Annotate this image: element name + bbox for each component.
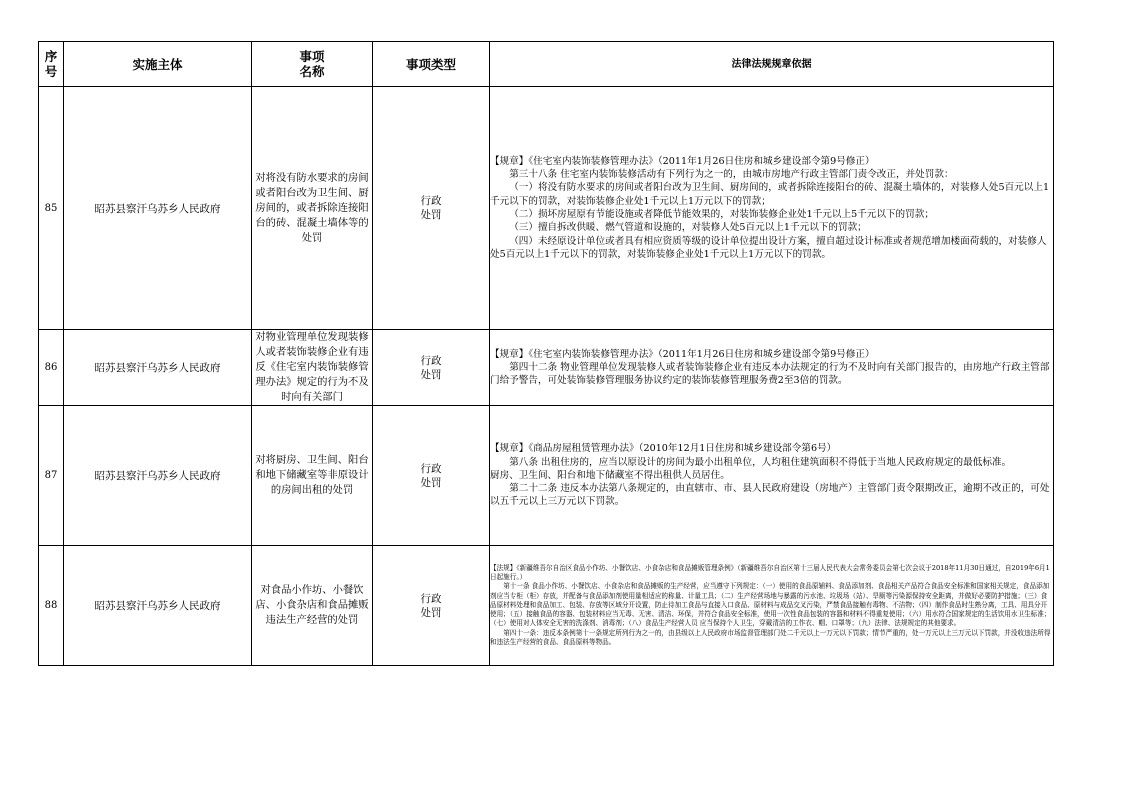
row-type-text: 行政 处罚 (420, 462, 442, 489)
table-row (39, 406, 1054, 546)
row-entity: 昭苏县察汗乌苏乡人民政府 (64, 330, 252, 406)
row-number: 88 (39, 546, 64, 666)
row-legal-basis (490, 330, 1054, 406)
row-item-name: 对物业管理单位发现装修人或者装饰装修企业有违反《住宅室内装饰装修管理办法》规定的行为不及时向有关部门 (252, 330, 373, 406)
basis-paragraph: （四）未经原设计单位或者具有相应资质等级的设计单位提出设计方案，擅自超过设计标准或者规范增加楼面荷载的，对装修人处5百元以上1千元以下的罚款，对装饰装修企业处1千元以上1万元以下的罚款。 (490, 235, 1047, 260)
row-legal-basis (490, 546, 1054, 666)
row-item-type (373, 406, 490, 546)
basis-paragraph: 第二十二条 违反本办法第八条规定的，由直辖市、市、县人民政府建设（房地产）主管部门责令限期改正，逾期不改正的，可处以五千元以上三万元以下罚款。 (490, 483, 1050, 508)
header-no (39, 42, 64, 87)
header-no-label: 序 号 (44, 49, 58, 79)
header-row (39, 42, 1054, 87)
row-item-type (373, 87, 490, 330)
row-legal-basis (490, 87, 1054, 330)
table-row (39, 330, 1054, 406)
basis-paragraph: 第三十八条 住宅室内装饰装修活动有下列行为之一的，由城市房地产行政主管部门责令改正，并处罚款： (509, 169, 954, 181)
row-number: 86 (39, 330, 64, 406)
table-row (39, 87, 1054, 330)
basis-paragraph: 第十一条 食品小作坊、小餐饮店、小食杂店和食品摊贩的生产经营，应当遵守下列规定：（一）使用的食品原辅料、食品添加剂、食品相关产品符合食品安全标准和国家相关规定，食品添加剂应当专柜（柜）存放，并配备与食品添加剂使用量相适应的称量、计量工具；（二）生产经营场地与暴露的污水池、垃圾场（站）、旱厕等污染源保持安全距离，并做好必要防护措施；（三）食品原材料处理和食品加工、包装、存放等区域分开设置，防止待加工食品与直接入口食品、原材料与成品交叉污染，严禁食品接触有毒物、不洁物；（四）制作食品时生熟分离，工具、用具分开使用；（五）接触食品的容器、包装材料应当无毒、无害、清洁、环保，并符合食品安全标准，使用一次性食品包装的容器和材料不得重复使用；（六）用水符合国家规定的生活饮用水卫生标准；（七）使用对人体安全无害的洗涤剂、消毒剂；（八）食品生产经营人员 应当保持个人卫生，穿戴清洁的工作衣、帽、口罩等；（九）法律、法规规定的其他要求。 (490, 582, 1051, 628)
table-row (39, 546, 1054, 666)
header-entity: 实施主体 (64, 42, 252, 87)
row-number: 87 (39, 406, 64, 546)
header-basis: 法律法规规章依据 (490, 42, 1054, 87)
row-item-type (373, 330, 490, 406)
basis-paragraph: 第八条 出租住房的，应当以原设计的房间为最小出租单位，人均租住建筑面积不得低于当地人民政府规定的最低标准。 (509, 456, 1012, 468)
row-number: 85 (39, 87, 64, 330)
header-item-label: 事项 名称 (299, 49, 325, 79)
basis-paragraph: 第四十二条 物业管理单位发现装修人或者装饰装修企业有违反本办法规定的行为不及时向有关部门报告的，由房地产行政主管部门给予警告，可处装饰装修管理服务协议约定的装饰装修管理服务费2至3倍的罚款。 (490, 361, 1050, 387)
basis-paragraph: 第四十一条：违反本条例第十一条规定所列行为之一的，由县级以上人民政府市场监督管理部门处二千元以上一万元以下罚款；情节严重的，处一万元以上三万元以下罚款，并没收违法所得和违法生产经营的食品、食品原料等物品。 (490, 628, 1051, 646)
header-type: 事项类型 (373, 42, 490, 87)
basis-paragraph: 厨房、卫生间、阳台和地下储藏室不得出租供人员居住。 (490, 469, 730, 481)
row-legal-basis (490, 406, 1054, 546)
basis-paragraph: 【规章】《商品房屋租赁管理办法》（2010年12月1日住房和城乡建设部令第6号） (490, 443, 837, 455)
row-item-name: 对将厨房、卫生间、阳台和地下储藏室等非原设计的房间出租的处罚 (252, 406, 373, 546)
row-type-text: 行政 处罚 (420, 195, 442, 221)
header-item (252, 42, 373, 87)
basis-paragraph: 【法规】《新疆维吾尔自治区食品小作坊、小餐饮店、小食杂店和食品摊贩管理条例》（新疆维吾尔自治区第十三届人民代表大会常务委员会第七次会议于2018年11月30日通过，自2019年6月1日起施行。） (490, 564, 1050, 582)
basis-paragraph: （二）损坏房屋原有节能设施或者降低节能效果的，对装饰装修企业处1千元以上5千元以下的罚款； (509, 209, 934, 220)
row-item-name: 对将没有防水要求的房间或者阳台改为卫生间、厨房间的，或者拆除连接阳台的砖、混凝土墙体等的处罚 (252, 87, 373, 330)
basis-paragraph: （一）将没有防水要求的房间或者阳台改为卫生间、厨房间的，或者拆除连接阳台的砖、混凝土墙体的，对装修人处5百元以上1千元以下的罚款，对装饰装修企业处1千元以上1万元以下的罚款； (490, 182, 1050, 207)
row-entity: 昭苏县察汗乌苏乡人民政府 (64, 406, 252, 546)
basis-paragraph: 【规章】《住宅室内装饰装修管理办法》（2011年1月26日住房和城乡建设部令第9号修正） (490, 155, 875, 167)
row-item-type (373, 546, 490, 666)
row-type-text: 行政 处罚 (420, 592, 442, 619)
basis-paragraph: （三）擅自拆改供暖、燃气管道和设施的，对装修人处5百元以上1千元以下的罚款； (509, 222, 867, 234)
row-entity: 昭苏县察汗乌苏乡人民政府 (64, 546, 252, 666)
basis-paragraph: 【规章】《住宅室内装饰装修管理办法》（2011年1月26日住房和城乡建设部令第9号修正） (490, 348, 875, 360)
enforcement-items-table (38, 41, 1054, 666)
row-item-name: 对食品小作坊、小餐饮店、小食杂店和食品摊贩违法生产经营的处罚 (252, 546, 373, 666)
row-type-text: 行政 处罚 (420, 354, 442, 381)
row-entity: 昭苏县察汗乌苏乡人民政府 (64, 87, 252, 330)
